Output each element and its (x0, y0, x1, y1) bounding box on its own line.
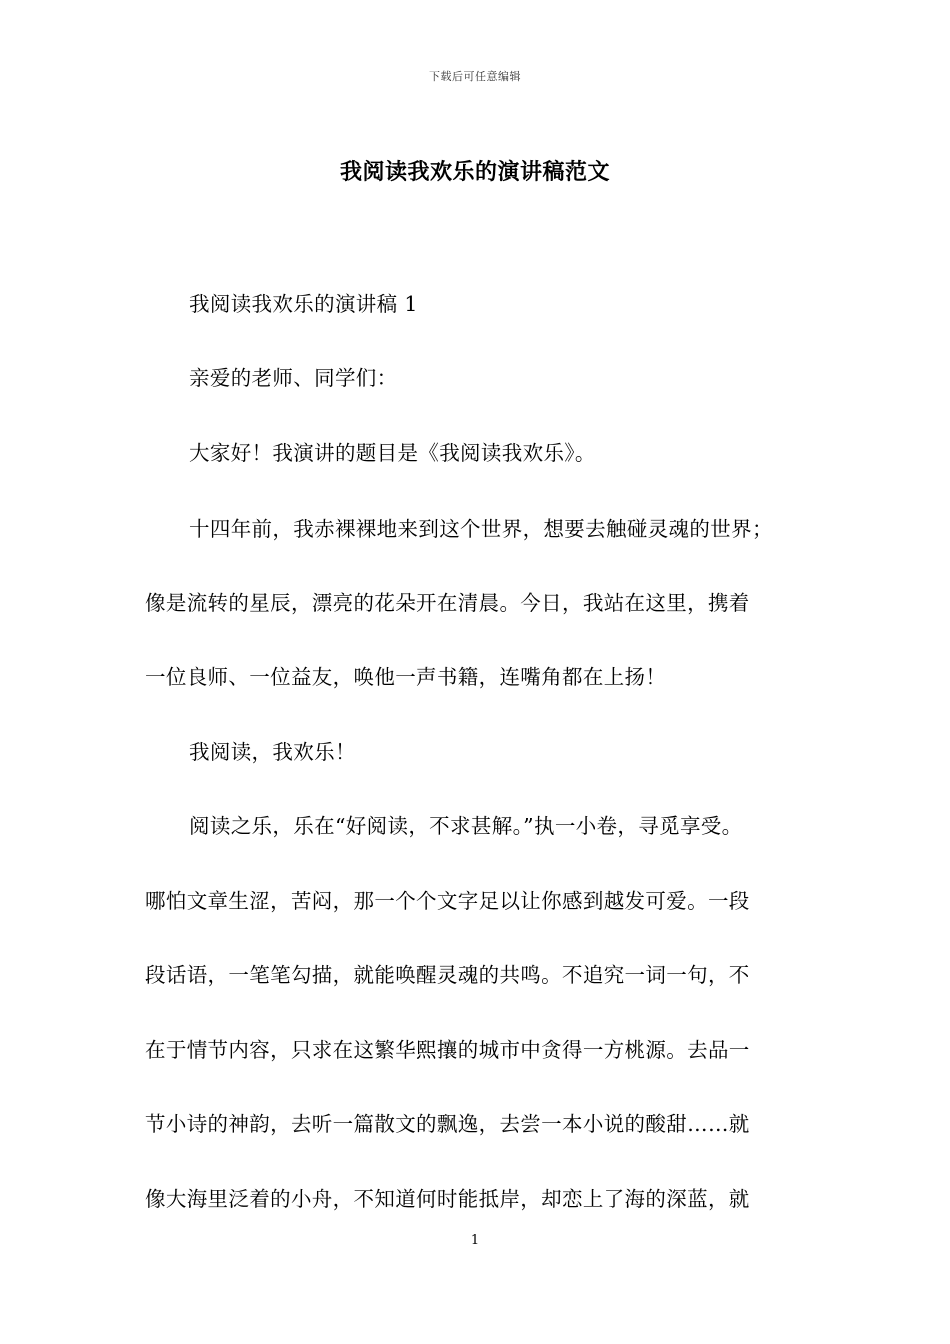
download-note: 下载后可任意编辑 (429, 70, 521, 83)
text-line: 我阅读我欢乐的演讲稿 1 (189, 292, 418, 316)
text-line: 大家好！我演讲的题目是《我阅读我欢乐》。 (189, 441, 596, 465)
text-line: 一位良师、一位益友，唤他一声书籍，连嘴角都在上扬！ (145, 665, 667, 689)
text-line: 十四年前，我赤裸裸地来到这个世界，想要去触碰灵魂的世界； (189, 517, 773, 541)
page-number: 1 (470, 1233, 480, 1248)
text-line: 节小诗的神韵，去听一篇散文的飘逸，去尝一本小说的酸甜……就 (145, 1112, 750, 1136)
text-line: 像是流转的星辰，漂亮的花朵开在清晨。今日，我站在这里，携着 (145, 591, 750, 615)
text-line: 阅读之乐，乐在“好阅读，不求甚解。”执一小卷，寻觅享受。 (189, 814, 743, 838)
document-title: 我阅读我欢乐的演讲稿范文 (339, 159, 610, 185)
text-line: 在于情节内容，只求在这繁华熙攘的城市中贪得一方桃源。去品一 (145, 1038, 750, 1062)
text-line: 段话语，一笔笔勾描，就能唤醒灵魂的共鸣。不追究一词一句，不 (145, 963, 750, 987)
text-line: 像大海里泛着的小舟，不知道何时能抵岸，却恋上了海的深蓝，就 (145, 1187, 750, 1211)
text-line: 哪怕文章生涩，苦闷，那一个个文字足以让你感到越发可爱。一段 (145, 889, 750, 913)
text-line: 我阅读，我欢乐！ (189, 740, 356, 764)
text-line: 亲爱的老师、同学们： (189, 366, 398, 390)
